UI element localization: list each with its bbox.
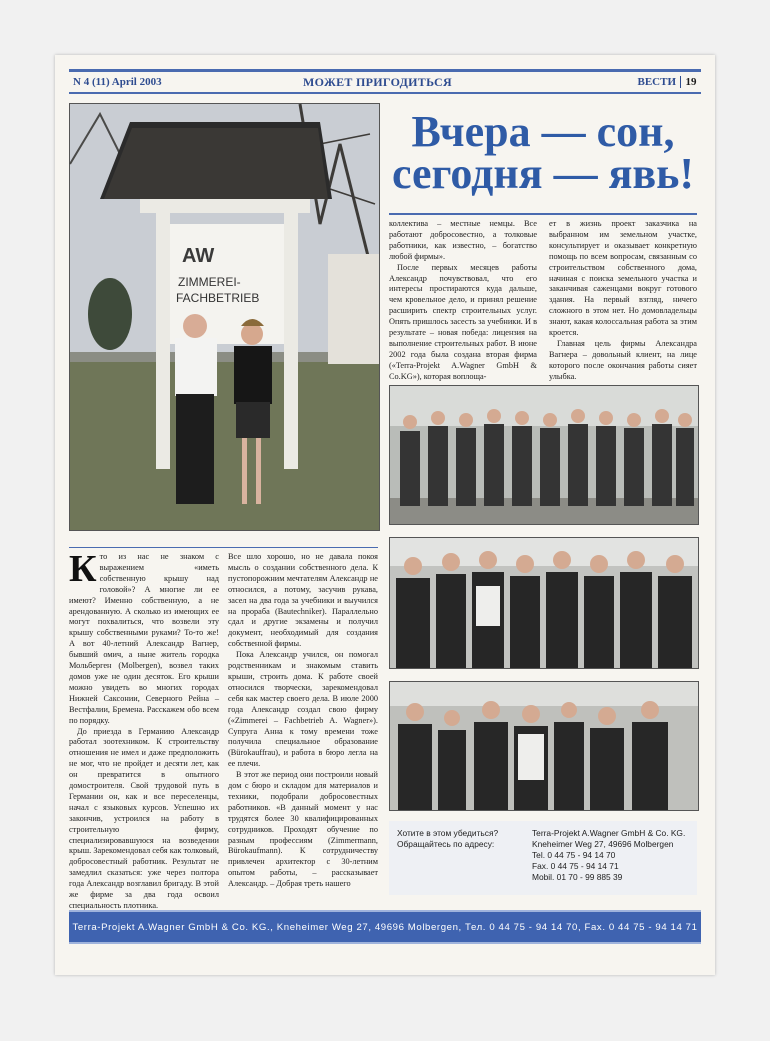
photo-team-1	[389, 385, 699, 525]
headline-line2: сегодня — явь!	[391, 149, 695, 198]
sign-line2: FACHBETRIEB	[176, 291, 260, 305]
issue-label: N 4 (11) April 2003	[73, 76, 162, 88]
page-number: 19	[685, 76, 697, 88]
street-address: Kneheimer Weg 27, 49696 Molbergen	[532, 839, 674, 849]
contact-question	[397, 828, 517, 850]
col3-para1: коллектива – местные немцы. Все работают добросовестно, а толковые работники, как известно, – богатство любой фирмы».	[389, 219, 537, 261]
company-name: Terra-Projekt A.Wagner GmbH & Co. KG.	[532, 828, 686, 838]
phone-number: Tel. 0 44 75 - 94 14 70	[532, 850, 616, 860]
headline-line1: Вчера — сон,	[411, 107, 675, 156]
col2-para3: В этот же период они построили новый дом с бюро и складом для материалов и техники, подобрали добросовестных работников. «В данный момент у нас трудятся более 30 квалифицированных сотрудников. Проходят обучение по разным профессиям (Zimmermann, Bürokaufmann). К сотрудничеству привлечен архитектор с 30-летним опытом работы, – рассказывает Александр. – Добрая треть нашего	[228, 770, 378, 889]
section-title: МОЖЕТ ПРИГОДИТЬСЯ	[303, 74, 452, 89]
photo-couple-sign	[69, 103, 380, 531]
sign-line1: ZIMMEREI-	[178, 275, 241, 289]
question-line2: Обращайтесь по адресу:	[397, 839, 495, 849]
newspaper-page	[55, 55, 715, 975]
contact-address	[532, 828, 692, 883]
col4-para1: ет в жизнь проект заказчика на выбранном им земельном участке, консультирует и оказывает конкретную помощь по всем вопросам, связанным со строительством собственного дома, начиная с поиска земельного участка и заканчивая саженцами вокруг готового здания. На первый взгляд, ничего сложного в этом нет. Но домовладельцы знают, какая колоссальная работа за этим кроется.	[549, 219, 697, 338]
couple-sign-image	[70, 104, 379, 530]
contact-box	[389, 821, 697, 895]
footer-banner: Terra-Projekt A.Wagner GmbH & Co. KG., Kneheimer Weg 27, 49696 Molbergen, Тел. 0 44 75 - 94 14 70, Fax. 0 44 75 - 94 14 71	[69, 910, 701, 944]
col3-para2: После первых месяцев работы Александр почувствовал, что его интересы простираются куда дальше, чем кровельное дело, и принял решение расширить спектр строительных услуг. Опять пришлось засесть за учебники. И в результате – новая победа: лицензия на выполнение строительных работ. В июне 2002 года была создана вторая фирма («Terra-Projekt A.Wagner GmbH & Co.KG»), которая воплоща-	[389, 262, 537, 381]
fax-number: Fax. 0 44 75 - 94 14 71	[532, 861, 619, 871]
headline-rule	[389, 213, 697, 215]
col2-para1: Все шло хорошо, но не давала покоя мысль о создании собственного дела. К пустопорожним мечтателям Александр не относился, а потому, засучив рукава, засел на два года за учебники и выучился на прораба (Bautechniker). Параллельно сдал и другие экзамены и получил документ, необходимый для создания собственной фирмы.	[228, 552, 378, 649]
article-column-1	[69, 548, 219, 910]
article-column-2	[228, 552, 378, 902]
article-column-3	[389, 219, 537, 399]
photo-team-3	[389, 681, 699, 811]
dropcap: К	[69, 548, 97, 590]
team-photo-1-image	[390, 386, 698, 524]
page-header	[69, 69, 701, 94]
col2-para2: Пока Александр учился, он помогал родственникам и знакомым ставить крыши, строить дома. К работе своей относился творчески, зарекомендовал себя как мастер своего дела. В июле 2000 года Александр создал свою фирму («Zimmerei – Fachbetrieb A. Wagner»). Супруга Анна к тому времени тоже получила специальное образование (Bürokauffrau), и работа в бюро легла на ее плечи.	[228, 650, 378, 769]
question-line1: Хотите в этом убедиться?	[397, 828, 499, 838]
photo-team-2	[389, 537, 699, 669]
team-photo-2-image	[390, 538, 698, 668]
col1-para1: то из нас не знаком с выражением «иметь собственную крышу над головой»? А многие ли ее имеют? Именно собственную, а не арендованную. А сколько из имеющих ее могут похвалиться, что возвели эту крышу собственными руками? То-то же! А вот 40-летний Александр Вагнер, бывший омич, а ныне житель городка Мольберген (Molbergen), возвел таких домов уже не один десяток. Его крыши можно увидеть во многих городах Нижней Саксонии, Северного Рейна – Вестфалии, Бремена. Расскажем обо всем по порядку.	[69, 552, 219, 725]
sign-logo: AW	[182, 245, 215, 267]
col4-para2: Главная цель фирмы Александра Вагнера – довольный клиент, на лице которого после окончания работы сияет улыбка.	[549, 338, 697, 381]
team-photo-3-image	[390, 682, 698, 810]
column-top-rule	[69, 547, 378, 548]
headline	[389, 107, 697, 211]
col1-para2: До приезда в Германию Александр работал зоотехником. К строительству отношения не имел и даже предположить не мог, что не пройдет и десяти лет, как он превратится в опытного домостроителя. Свой трудовой путь в Германии он, как и все переселенцы, начал с языковых курсов. Успешно их закончив, устроился на работу в строительную фирму, специализировавшуюся на возведении крыш. Зарекомендовал себя как толковый, добросовестный работник. Результат не замедлил сказаться: уже через полтора года Александр возглавил бригаду. В этой же фирме за два года освоил специальность плотника.	[69, 726, 219, 910]
mobile-number: Mobil. 01 70 - 99 885 39	[532, 872, 623, 882]
article-column-4	[549, 219, 697, 399]
paper-name: ВЕСТИ	[636, 76, 681, 88]
